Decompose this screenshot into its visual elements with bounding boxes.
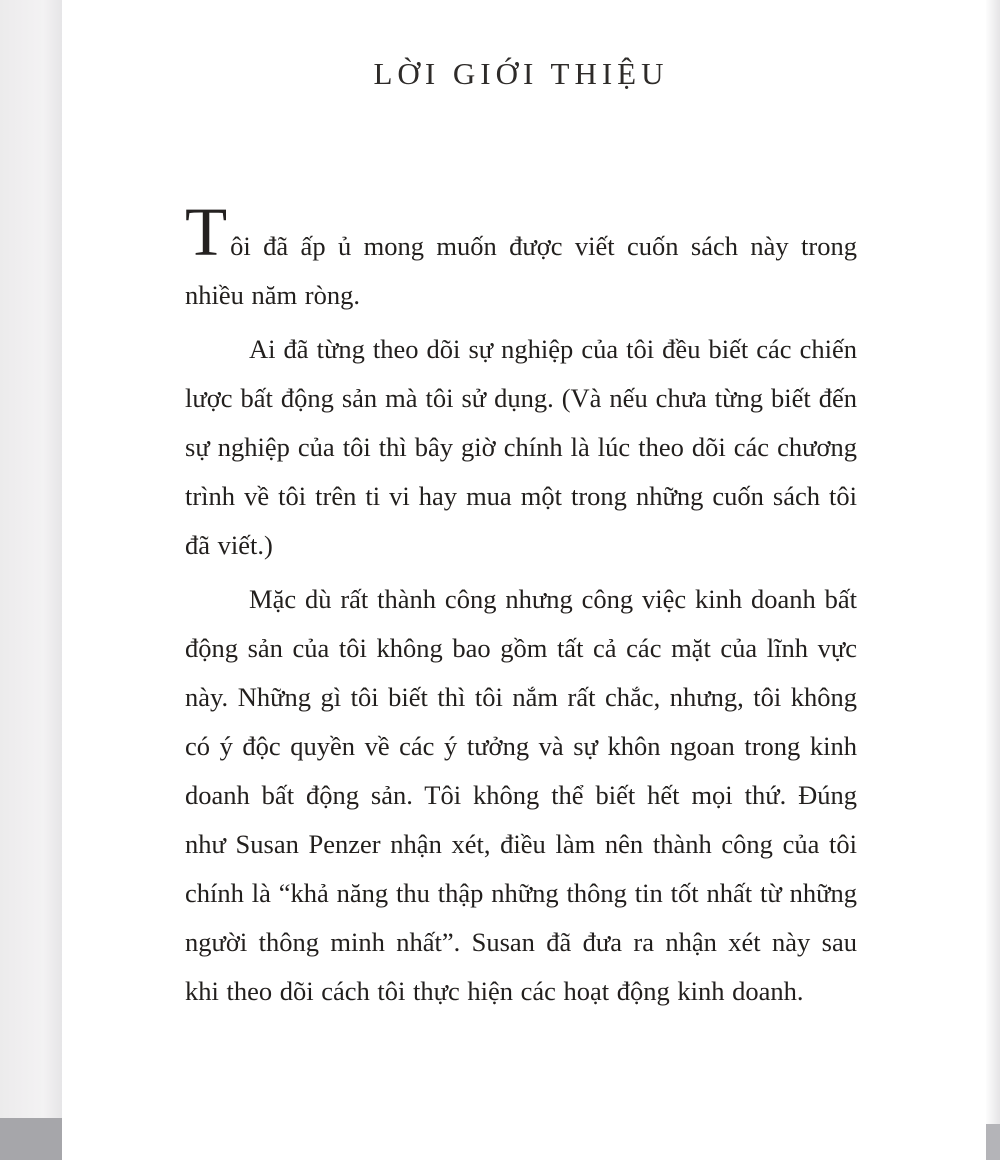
drop-cap: T bbox=[185, 194, 228, 270]
paragraph-text: ôi đã ấp ủ mong muốn được viết cuốn sách này trong nhiều năm ròng. bbox=[185, 231, 857, 310]
scan-left-edge bbox=[0, 0, 62, 1160]
scan-left-bottom-corner bbox=[0, 1118, 62, 1160]
scan-right-bottom-corner bbox=[986, 1124, 1000, 1160]
book-page bbox=[62, 0, 986, 1160]
paragraph bbox=[185, 325, 857, 570]
page-content bbox=[185, 0, 857, 1016]
scan-right-edge bbox=[986, 0, 1000, 1160]
paragraph bbox=[185, 575, 857, 1016]
paragraph-text: Mặc dù rất thành công nhưng công việc kinh doanh bất động sản của tôi không bao gồm tất cả các mặt của lĩnh vực này. Những gì tôi biết thì tôi nắm rất chắc, nhưng, tôi không có ý độc quyền về các ý tưởng và sự khôn ngoan trong kinh doanh bất động sản. Tôi không thể biết hết mọi thứ. Đúng như Susan Penzer nhận xét, điều làm nên thành công của tôi chính là “khả năng thu thập những thông tin tốt nhất từ những người thông minh nhất”. Susan đã đưa ra nhận xét này sau khi theo dõi cách tôi thực hiện các hoạt động kinh doanh. bbox=[185, 584, 857, 1006]
paragraph bbox=[185, 194, 857, 320]
paragraph-text: Ai đã từng theo dõi sự nghiệp của tôi đều biết các chiến lược bất động sản mà tôi sử dụng. (Và nếu chưa từng biết đến sự nghiệp của tôi thì bây giờ chính là lúc theo dõi các chương trình về tôi trên ti vi hay mua một trong những cuốn sách tôi đã viết.) bbox=[185, 334, 857, 560]
chapter-title: LỜI GIỚI THIỆU bbox=[373, 56, 669, 91]
